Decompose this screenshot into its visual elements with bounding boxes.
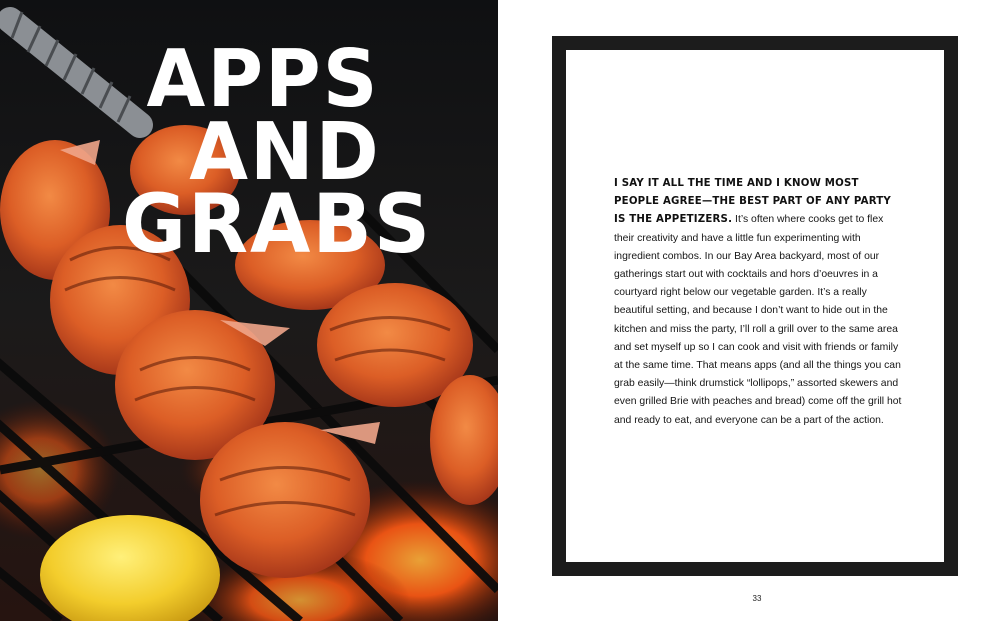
intro-lead: I SAY IT ALL THE TIME AND I KNOW MOST PEOPLE AGREE—THE BEST PART OF ANY PARTY IS THE APPETIZERS. (614, 178, 892, 226)
intro-paragraph (614, 175, 906, 430)
chapter-title-line-1: APPS (146, 32, 380, 125)
chapter-title (0, 32, 498, 272)
chapter-title-line-2: AND (189, 105, 381, 198)
chapter-title-line-3: GRABS (121, 178, 433, 272)
frame-inner-panel (566, 50, 944, 562)
page-number: 33 (752, 594, 762, 603)
intro-body: It’s often where cooks get to flex their creativity and have a little fun experimenting with ingredient combos. In our Bay Area backyard, most of our gatherings start out with cocktails and hors d’oeuvres in a courtyard right below our vegetable garden. It’s a really beautiful setting, and because I don’t want to hide out in the kitchen and miss the party, I’ll roll a grill over to the same area and set myself up so I can cook and visit with friends or family at the same time. That means apps (and all the things you can grab easily—think drumstick “lollipops,” assorted skewers and even grilled Brie with peaches and bread) come off the grill hot and ready to eat, and everyone can be a part of the action. (614, 214, 902, 426)
text-page (498, 0, 996, 621)
black-frame (552, 36, 958, 576)
